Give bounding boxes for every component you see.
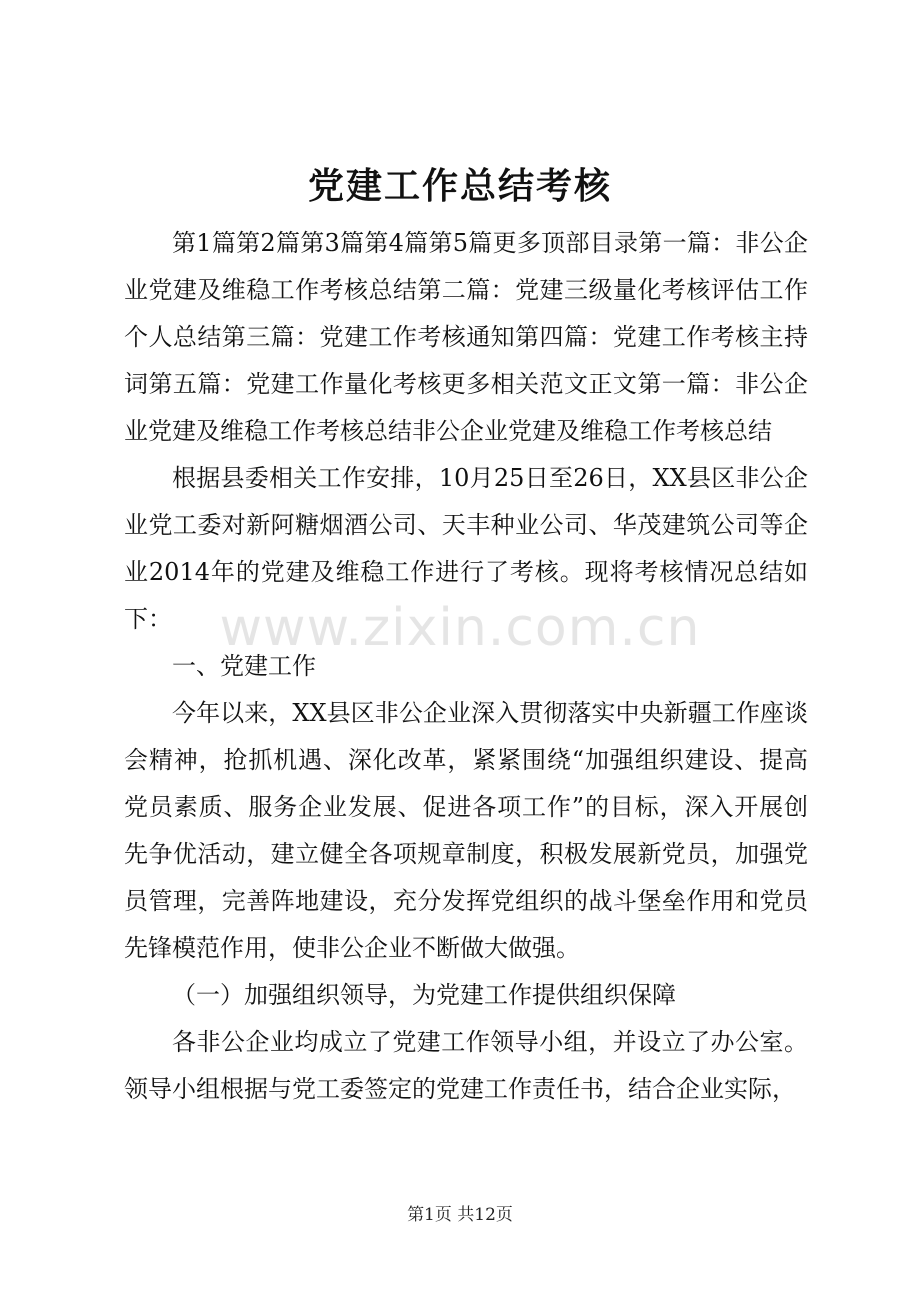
page-footer: 第1页 共12页 [407, 1205, 513, 1225]
document-body [124, 220, 808, 1113]
paragraph-overview: 今年以来，XX县区非公企业深入贯彻落实中央新疆工作座谈会精神，抢抓机遇、深化改革，紧紧围绕“加强组织建设、提高党员素质、服务企业发展、促进各项工作”的目标，深入开展创先争优活动，建立健全各项规章制度，积极发展新党员，加强党员管理，完善阵地建设，充分发挥党组织的战斗堡垒作用和党员先锋模范作用，使非公企业不断做大做强。 [124, 699, 808, 962]
section-heading: 一、党建工作 [172, 652, 316, 680]
paragraph-intro: 根据县委相关工作安排，10月25日至26日，XX县区非公企业党工委对新阿糖烟酒公司、天丰种业公司、华茂建筑公司等企业2014年的党建及维稳工作进行了考核。现将考核情况总结如下： [124, 464, 808, 633]
paragraph-toc: 第1篇第2篇第3篇第4篇第5篇更多顶部目录第一篇：非公企业党建及维稳工作考核总结第二篇：党建三级量化考核评估工作个人总结第三篇：党建工作考核通知第四篇：党建工作考核主持词第五篇：党建工作量化考核更多相关范文正文第一篇：非公企业党建及维稳工作考核总结非公企业党建及维稳工作考核总结 [124, 229, 808, 445]
subsection-heading: （一）加强组织领导，为党建工作提供组织保障 [172, 981, 676, 1009]
paragraph-detail: 各非公企业均成立了党建工作领导小组，并设立了办公室。领导小组根据与党工委签定的党建工作责任书，结合企业实际， [124, 1028, 808, 1103]
document-title: 党建工作总结考核 [307, 165, 612, 207]
watermark: www.zixin.com.cn [219, 598, 701, 658]
